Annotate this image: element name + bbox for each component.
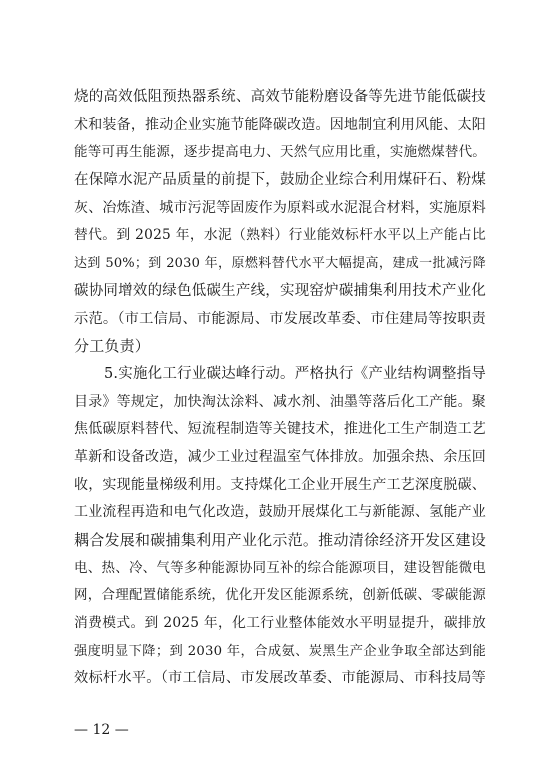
text-line: 达到 50%；到 2030 年，原燃料替代水平大幅提高，建成一批减污降 bbox=[74, 256, 486, 272]
text-line: 碳协同增效的绿色低碳生产线，实现窑炉碳捕集利用技术产业化 bbox=[74, 282, 486, 299]
body-text bbox=[74, 84, 486, 693]
text-line: 示范。（市工信局、市能源局、市发展改革委、市住建局等按职责 bbox=[74, 310, 486, 327]
text-line: 革新和设备改造，减少工业过程温室气体排放。加强余热、余压回 bbox=[74, 448, 486, 465]
text-line: 工业流程再造和电气化改造，鼓励开展煤化工与新能源、氢能产业 bbox=[74, 504, 486, 521]
text-line: 收，实现能量梯级利用。支持煤化工企业开展生产工艺深度脱碳、 bbox=[74, 476, 486, 493]
page-number: — 12 — bbox=[74, 722, 129, 738]
text-line: 灰、冶炼渣、城市污泥等固废作为原料或水泥混合材料，实施原料 bbox=[74, 199, 486, 216]
text-line: 焦低碳原料替代、短流程制造等关键技术，推进化工生产制造工艺 bbox=[74, 421, 486, 438]
text-line: 能等可再生能源，逐步提高电力、天然气应用比重，实施燃煤替代。 bbox=[74, 144, 486, 161]
text-line: 强度明显下降；到 2030 年，合成氨、炭黑生产企业争取全部达到能 bbox=[74, 643, 486, 659]
text-line: 电、热、冷、气等多种能源协同互补的综合能源项目，建设智能微电 bbox=[74, 559, 486, 576]
text-line: 烧的高效低阻预热器系统、高效节能粉磨设备等先进节能低碳技 bbox=[74, 89, 486, 105]
text-line: 替代。到 2025 年，水泥（熟料）行业能效标杆水平以上产能占比 bbox=[74, 227, 486, 244]
text-line: 术和装备，推动企业实施节能降碳改造。因地制宜利用风能、太阳 bbox=[74, 116, 486, 133]
text-line: 耦合发展和碳捕集利用产业化示范。推动清徐经济开发区建设 bbox=[74, 531, 486, 549]
text-line: 消费模式。到 2025 年，化工行业整体能效水平明显提升，碳排放 bbox=[74, 615, 486, 632]
text-line: 分工负责） bbox=[74, 337, 151, 356]
text-line: 目录》等规定，加快淘汰涂料、减水剂、油墨等落后化工产能。聚 bbox=[74, 393, 486, 410]
text-line: 效标杆水平。（市工信局、市发展改革委、市能源局、市科技局等 bbox=[74, 670, 486, 687]
text-line: 网，合理配置储能系统，优化开发区能源系统，创新低碳、零碳能源 bbox=[74, 587, 486, 604]
text-line: 在保障水泥产品质量的前提下，鼓励企业综合利用煤矸石、粉煤 bbox=[74, 172, 486, 189]
text-line: 5.实施化工行业碳达峰行动。严格执行《产业结构调整指导 bbox=[104, 365, 486, 382]
